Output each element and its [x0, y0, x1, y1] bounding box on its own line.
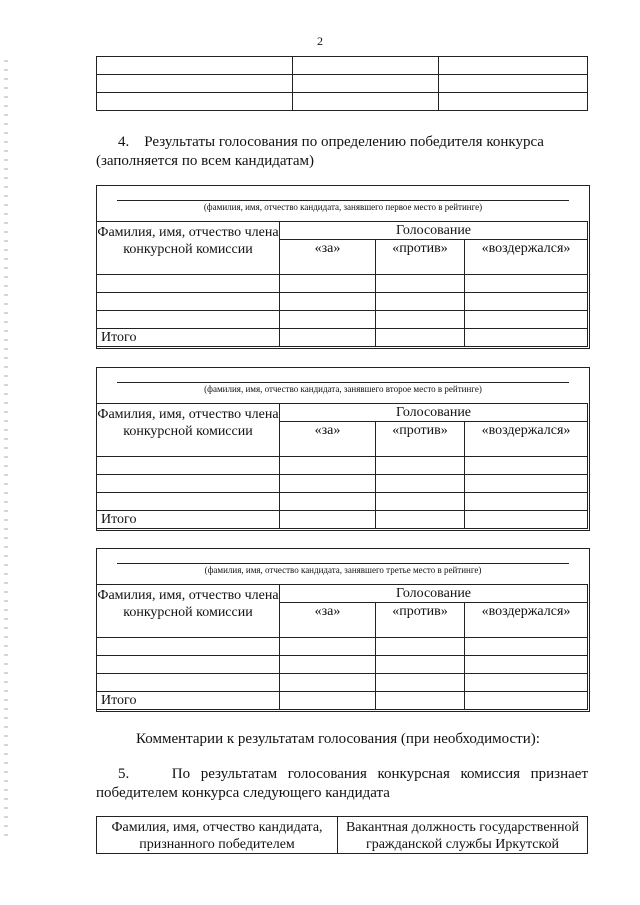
for-header: «за» — [280, 603, 376, 638]
vote-block-first — [96, 185, 590, 349]
vacant-position-header: Вакантная должность государственной гражданской службы Иркутской — [338, 817, 588, 854]
table-row — [97, 275, 588, 293]
table-row — [97, 311, 588, 329]
section-5-number: 5. — [118, 766, 130, 782]
table-row — [97, 457, 588, 475]
candidate-name-line — [117, 563, 569, 564]
total-label: Итого — [97, 511, 280, 529]
section-5-paragraph — [96, 765, 588, 803]
for-header: «за» — [280, 422, 376, 457]
candidate-name-line — [117, 200, 569, 201]
total-row — [97, 329, 588, 347]
table-row — [97, 493, 588, 511]
page-number: 2 — [317, 34, 323, 48]
table-row — [97, 475, 588, 493]
table-row — [97, 293, 588, 311]
total-label: Итого — [97, 329, 280, 347]
abstained-header: «воздержался» — [465, 603, 588, 638]
section-4-number: 4. — [118, 134, 130, 150]
total-row — [97, 511, 588, 529]
vote-table — [96, 584, 588, 710]
against-header: «против» — [376, 240, 465, 275]
section-4-note: (заполняется по всем кандидатам) — [96, 153, 315, 169]
voting-header: Голосование — [280, 404, 588, 422]
winner-table — [96, 816, 588, 854]
section-5-text: По результатам голосования конкурсная комиссия признает победителем конкурса следующего кандидата — [96, 766, 588, 801]
table-row — [97, 656, 588, 674]
voting-header: Голосование — [280, 585, 588, 603]
member-name-header: Фамилия, имя, отчество члена конкурсной комиссии — [97, 404, 280, 457]
scan-margin-marks — [4, 60, 8, 840]
total-row — [97, 692, 588, 710]
table-row — [97, 638, 588, 656]
for-header: «за» — [280, 240, 376, 275]
abstained-header: «воздержался» — [465, 240, 588, 275]
against-header: «против» — [376, 603, 465, 638]
candidate-name-line — [117, 382, 569, 383]
vote-block-third — [96, 548, 590, 712]
total-label: Итого — [97, 692, 280, 710]
voting-header: Голосование — [280, 222, 588, 240]
against-header: «против» — [376, 422, 465, 457]
vote-block-second — [96, 367, 590, 531]
section-4-paragraph — [96, 133, 588, 171]
winner-name-header: Фамилия, имя, отчество кандидата, признанного победителем — [97, 817, 338, 854]
candidate-caption: (фамилия, имя, отчество кандидата, занявшего третье место в рейтинге) — [204, 565, 482, 575]
comments-line: Комментарии к результатам голосования (при необходимости): — [136, 731, 540, 747]
table-row — [97, 674, 588, 692]
vote-table — [96, 221, 588, 347]
candidate-caption: (фамилия, имя, отчество кандидата, занявшего второе место в рейтинге) — [204, 384, 482, 394]
member-name-header: Фамилия, имя, отчество члена конкурсной комиссии — [97, 585, 280, 638]
section-4-text: Результаты голосования по определению победителя конкурса — [144, 134, 544, 150]
continued-table — [96, 56, 588, 111]
vote-table — [96, 403, 588, 529]
abstained-header: «воздержался» — [465, 422, 588, 457]
candidate-caption: (фамилия, имя, отчество кандидата, занявшего первое место в рейтинге) — [203, 202, 483, 212]
member-name-header: Фамилия, имя, отчество члена конкурсной комиссии — [97, 222, 280, 275]
